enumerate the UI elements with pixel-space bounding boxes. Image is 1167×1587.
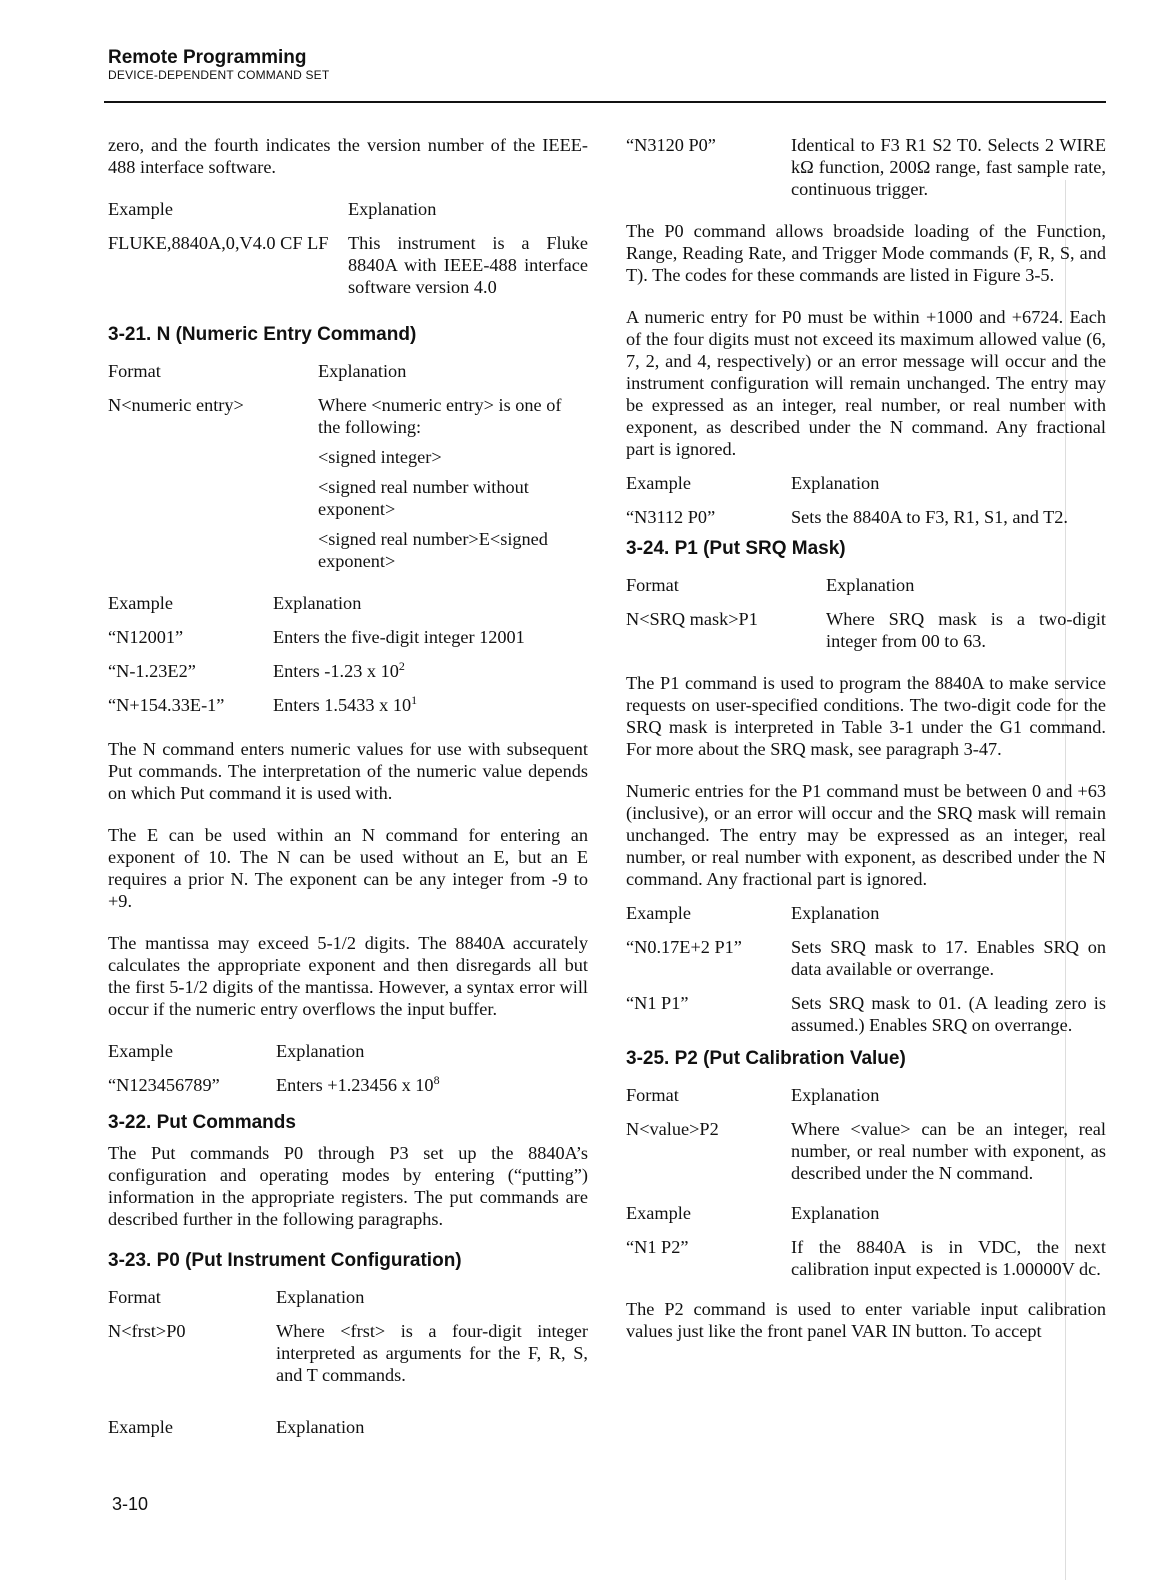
section-heading-3-23: 3-23. P0 (Put Instrument Configuration) [108,1250,462,1271]
example-label: Example [626,903,691,923]
table-row [626,608,1106,652]
example-code: FLUKE,8840A,0,V4.0 CF LF [108,233,329,253]
explanation-label: Explanation [791,1203,880,1223]
syntax-explanation: Where <frst> is a four-digit integer interpreted as arguments for the F, R, S, and T commands. [276,1321,588,1385]
section-heading-3-25: 3-25. P2 (Put Calibration Value) [626,1048,906,1069]
section-heading-3-21: 3-21. N (Numeric Entry Command) [108,324,417,345]
table-row [626,1118,1106,1184]
example-code: “N1 P1” [626,993,689,1013]
table-row [108,660,588,682]
example-code: “N3120 P0” [626,135,716,155]
paragraph: A numeric entry for P0 must be within +1000 and +6724. Each of the four digits must not exceed its maximum allowed value (6, 7, 2, and 4, respectively) or an error message will occur and the instrument configuration will remain unchanged. The entry may be expressed as an integer, real number, or real number with exponent, as described under the N command. Any fractional part is ignored. [626,307,1106,459]
example-text [276,1074,588,1096]
example-code: “N12001” [108,627,184,647]
syntax: N<SRQ mask>P1 [626,609,758,629]
explanation-label: Explanation [791,903,880,923]
table-header [626,1084,1106,1106]
example-text: Sets the 8840A to F3, R1, S1, and T2. [791,507,1068,527]
page-number: 3-10 [112,1494,149,1514]
explanation-label: Explanation [791,473,880,493]
table-row [108,694,588,716]
table-row [626,992,1106,1036]
example-base: Enters -1.23 x 10 [273,661,399,681]
table-header [108,1286,588,1308]
example-code: “N123456789” [108,1075,220,1095]
explanation-label: Explanation [318,361,407,381]
example-code: “N+154.33E-1” [108,695,225,715]
explanation-label: Explanation [273,593,362,613]
section-heading-3-22: 3-22. Put Commands [108,1112,296,1133]
explanation-label: Explanation [276,1417,365,1437]
syntax: N<numeric entry> [108,395,244,415]
example-label: Example [626,473,691,493]
example-code: “N-1.23E2” [108,661,196,681]
syntax-explanation: Where SRQ mask is a two-digit integer from 00 to 63. [826,609,1106,651]
example-code: “N3112 P0” [626,507,716,527]
example-text: Identical to F3 R1 S2 T0. Selects 2 WIRE kΩ function, 200Ω range, fast sample rate, continuous trigger. [791,135,1106,199]
syntax: N<value>P2 [626,1119,719,1139]
option-3: <signed real number>E<signed exponent> [318,529,548,571]
header-title: Remote Programming [108,47,307,68]
example-label: Example [626,1203,691,1223]
paragraph: The P2 command is used to enter variable input calibration values just like the front panel VAR IN button. To accept [626,1299,1106,1341]
table-header [108,1040,588,1062]
example-code: “N1 P2” [626,1237,689,1257]
table-row [626,1236,1106,1280]
table-header [626,1202,1106,1224]
example-exponent: 1 [411,692,418,707]
header-subtitle: DEVICE-DEPENDENT COMMAND SET [108,68,330,82]
example-base: Enters +1.23456 x 10 [276,1075,434,1095]
example-label: Example [108,1417,173,1437]
option-2: <signed real number without exponent> [318,477,529,519]
format-label: Format [626,1085,679,1105]
running-header [108,48,329,82]
table-row [626,936,1106,980]
table-row [108,626,588,648]
table-header [626,574,1106,596]
table-header [108,592,588,614]
table-header [108,1416,588,1438]
example-label: Example [108,199,173,219]
where-text: Where <numeric entry> is one of the following: [318,395,562,437]
intro-paragraph: zero, and the fourth indicates the version number of the IEEE-488 interface software. [108,135,588,177]
example-text [273,694,588,716]
table-row [626,506,1106,528]
table-header [626,472,1106,494]
example-base: Enters 1.5433 x 10 [273,695,412,715]
example-exponent: 8 [433,1072,440,1087]
explanation-label: Explanation [826,575,915,595]
format-label: Format [108,361,161,381]
example-text: If the 8840A is in VDC, the next calibration input expected is 1.00000V dc. [791,1237,1106,1279]
table-header [626,902,1106,924]
example-label: Example [108,593,173,613]
syntax: N<frst>P0 [108,1321,186,1341]
example-code: “N0.17E+2 P1” [626,937,742,957]
table-row [626,134,1106,200]
section-heading-3-24: 3-24. P1 (Put SRQ Mask) [626,538,846,559]
left-column [108,134,588,1450]
example-label: Example [108,1041,173,1061]
paragraph: The N command enters numeric values for use with subsequent Put commands. The interpretation of the numeric value depends on which Put command it is used with. [108,739,588,803]
header-rule [104,101,1106,103]
table-header [108,198,588,220]
paragraph: The E can be used within an N command for entering an exponent of 10. The N can be used without an E, but an E requires a prior N. The exponent can be any integer from -9 to +9. [108,825,588,911]
table-row [108,394,588,580]
option-1: <signed integer> [318,447,442,467]
example-exponent: 2 [398,658,405,673]
table-row [108,1320,588,1386]
table-row [108,1074,588,1096]
explanation-label: Explanation [276,1041,365,1061]
paragraph: The mantissa may exceed 5-1/2 digits. The 8840A accurately calculates the appropriate exponent and then disregards all but the first 5-1/2 digits of the mantissa. However, a syntax error will occur if the numeric entry overflows the input buffer. [108,933,588,1019]
paragraph: The P0 command allows broadside loading of the Function, Range, Reading Rate, and Trigger Mode commands (F, R, S, and T). The codes for these commands are listed in Figure 3-5. [626,221,1106,285]
example-text: This instrument is a Fluke 8840A with IEEE-488 interface software version 4.0 [348,233,588,297]
paragraph: The Put commands P0 through P3 set up the 8840A’s configuration and operating modes by entering (“putting”) information in the appropriate registers. The put commands are described further in the following paragraphs. [108,1143,588,1229]
syntax-explanation: Where <value> can be an integer, real number, or real number with exponent, as described under the N command. [791,1119,1106,1183]
example-text: Sets SRQ mask to 17. Enables SRQ on data available or overrange. [791,937,1106,979]
paragraph: The P1 command is used to program the 8840A to make service requests on user-specified conditions. The two-digit code for the SRQ mask is interpreted in Table 3-1 under the G1 command. For more about the SRQ mask, see paragraph 3-47. [626,673,1106,759]
right-column [626,134,1106,1362]
table-header [108,360,588,382]
syntax-explanation [318,394,588,580]
table-row [108,232,588,298]
explanation-label: Explanation [348,199,437,219]
explanation-label: Explanation [276,1287,365,1307]
paragraph: Numeric entries for the P1 command must be between 0 and +63 (inclusive), or an error will occur and the SRQ mask will remain unchanged. The entry may be expressed as an integer, real number, or real number with exponent, as described under the N command. Any fractional part is ignored. [626,781,1106,889]
format-label: Format [626,575,679,595]
example-text: Enters the five-digit integer 12001 [273,627,525,647]
format-label: Format [108,1287,161,1307]
explanation-label: Explanation [791,1085,880,1105]
example-text: Sets SRQ mask to 01. (A leading zero is assumed.) Enables SRQ on overrange. [791,993,1106,1035]
example-text [273,660,588,682]
